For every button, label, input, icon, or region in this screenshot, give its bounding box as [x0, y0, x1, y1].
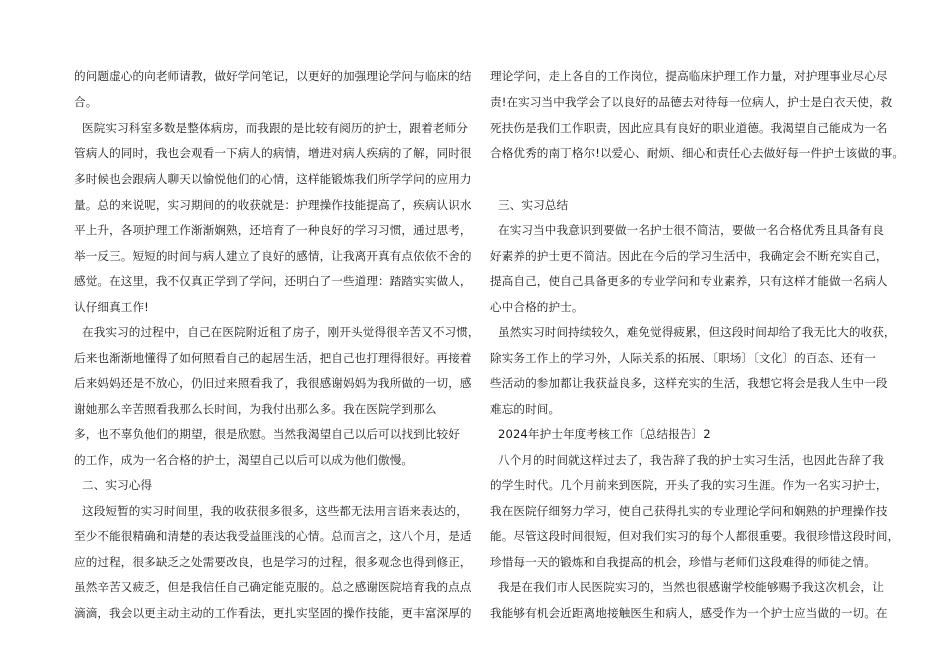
- left-column-line: 后来也渐渐地懂得了如何照看自己的起居生活，把自己也打理得很好。再接着: [74, 351, 472, 365]
- right-column-line: 难忘的时间。: [490, 402, 561, 416]
- right-column-line: 我是在我们市人民医院实习的，当然也很感谢学校能够赐予我这次机会，让: [498, 580, 884, 594]
- right-column-line: 我能够有机会近距离地接触医生和病人，感受作为一个护士应当做的一切。在: [490, 606, 888, 620]
- left-column-line: 认仔细真工作!: [74, 300, 149, 314]
- left-column-line: 的问题虚心的向老师请教，做好学问笔记，以更好的加强理论学问与临床的结: [74, 69, 472, 83]
- left-column-line: 二、实习心得: [82, 478, 153, 492]
- left-column-line: 的工作，成为一名合格的护士，渴望自己以后可以成为他们傲慢。: [74, 453, 414, 467]
- left-column-line: 医院实习科室多数是整体病房，而我跟的是比较有阅历的护士，跟着老师分: [82, 121, 468, 135]
- left-column-line: 举一反三。短短的时间与病人建立了良好的感情，让我离开真有点依依不舍的: [74, 249, 472, 263]
- right-column-line: 心中合格的护士。: [490, 300, 584, 314]
- right-column-line: 能。尽管这段时间很短，但对我们实习的每个人都很重要。我很珍惜这段时间，: [490, 529, 900, 543]
- left-column-line: 管病人的同时，我也会观看一下病人的病情，增进对病人疾病的了解，同时很: [74, 146, 472, 160]
- right-column-line: 三、实习总结: [498, 198, 569, 212]
- right-column-line: 除实务工作上的学习外，人际关系的拓展、〔职场〕〔文化〕的百态、还有一: [490, 351, 876, 365]
- right-column-line: 些活动的参加都让我获益良多，这样充实的生活，我想它将会是我人生中一段: [490, 376, 888, 390]
- left-column-line: 在我实习的过程中，自己在医院附近租了房子，刚开头觉得很辛苦又不习惯，: [82, 325, 480, 339]
- right-column-line: 虽然实习时间持续较久，难免觉得疲累，但这段时间却给了我无比大的收获，: [498, 325, 896, 339]
- right-column-line: 死扶伤是我们工作职责，因此应具有良好的职业道德。我渴望自己能成为一名: [490, 121, 888, 135]
- right-column-line: 合格优秀的南丁格尔!以爱心、耐烦、细心和责任心去做好每一件护士该做的事。: [490, 146, 905, 160]
- left-column-line: 谢她那么辛苦照看我那么长时间，为我付出那么多。我在医院学到那么: [74, 402, 437, 416]
- right-column-line: 的学生时代。几个月前来到医院，开头了我的实习生涯。作为一名实习护士，: [490, 478, 888, 492]
- right-column-line: 在实习当中我意识到要做一名护士很不简洁，要做一名合格优秀且具备有良: [498, 223, 884, 237]
- right-column-line: 2024年护士年度考核工作〔总结报告〕2: [498, 427, 711, 441]
- right-column-line: 好素养的护士更不简洁。因此在今后的学习生活中，我确定会不断充实自己，: [490, 249, 888, 263]
- right-column-line: 我在医院仔细努力学习，使自己获得扎实的专业理论学问和娴熟的护理操作技: [490, 504, 888, 518]
- right-column-line: 八个月的时间就这样过去了，我告辞了我的护士实习生活，也因此告辞了我: [498, 453, 884, 467]
- right-column-line: 提高自己，使自己具备更多的专业学问和专业素养，只有这样才能做一名病人: [490, 274, 888, 288]
- right-column-line: 责!在实习当中我学会了以良好的品德去对待每一位病人，护士是白衣天使，救: [490, 95, 893, 109]
- left-column-line: 平上升，各项护理工作渐渐娴熟，还培育了一种良好的学习习惯，通过思考，: [74, 223, 472, 237]
- left-column-line: 后来妈妈还是不放心，仍旧过来照看我了，我很感谢妈妈为我所做的一切，感: [74, 376, 472, 390]
- left-column-line: 感觉。在这里，我不仅真正学到了学问，还明白了一些道理：踏踏实实做人，: [74, 274, 472, 288]
- left-column-line: 滴滴，我会以更主动主动的工作看法，更扎实坚固的操作技能，更丰富深厚的: [74, 606, 472, 620]
- left-column-line: 量。总的来说呢，实习期间的的收获就是：护理操作技能提高了，疾病认识水: [74, 198, 472, 212]
- left-column-line: 合。: [74, 95, 98, 109]
- right-column-line: 珍惜每一天的锻炼和自我提高的机会，珍惜与老师们这段难得的师徒之情。: [490, 555, 876, 569]
- left-column-line: 应的过程，很多缺乏之处需要改良，也是学习的过程，很多观念也得到修正，: [74, 555, 472, 569]
- left-column-line: 这段短暂的实习时间里，我的收获很多很多，这些都无法用言语来表达的，: [82, 504, 468, 518]
- left-column-line: 多，也不辜负他们的期望，很是欣慰。当然我渴望自己以后可以找到比较好: [74, 427, 460, 441]
- left-column-line: 虽然辛苦又疲乏，但是我信任自己确定能克服的。总之感谢医院培育我的点点: [74, 580, 472, 594]
- right-column-line: 理论学问，走上各自的工作岗位，提高临床护理工作力量，对护理事业尽心尽: [490, 69, 888, 83]
- left-column-line: 多时候也会跟病人聊天以愉悦他们的心情，这样能锻炼我们所学学问的应用力: [74, 172, 472, 186]
- left-column-line: 至少不能很精确和清楚的表达我受益匪浅的心情。总而言之，这八个月，是适: [74, 529, 472, 543]
